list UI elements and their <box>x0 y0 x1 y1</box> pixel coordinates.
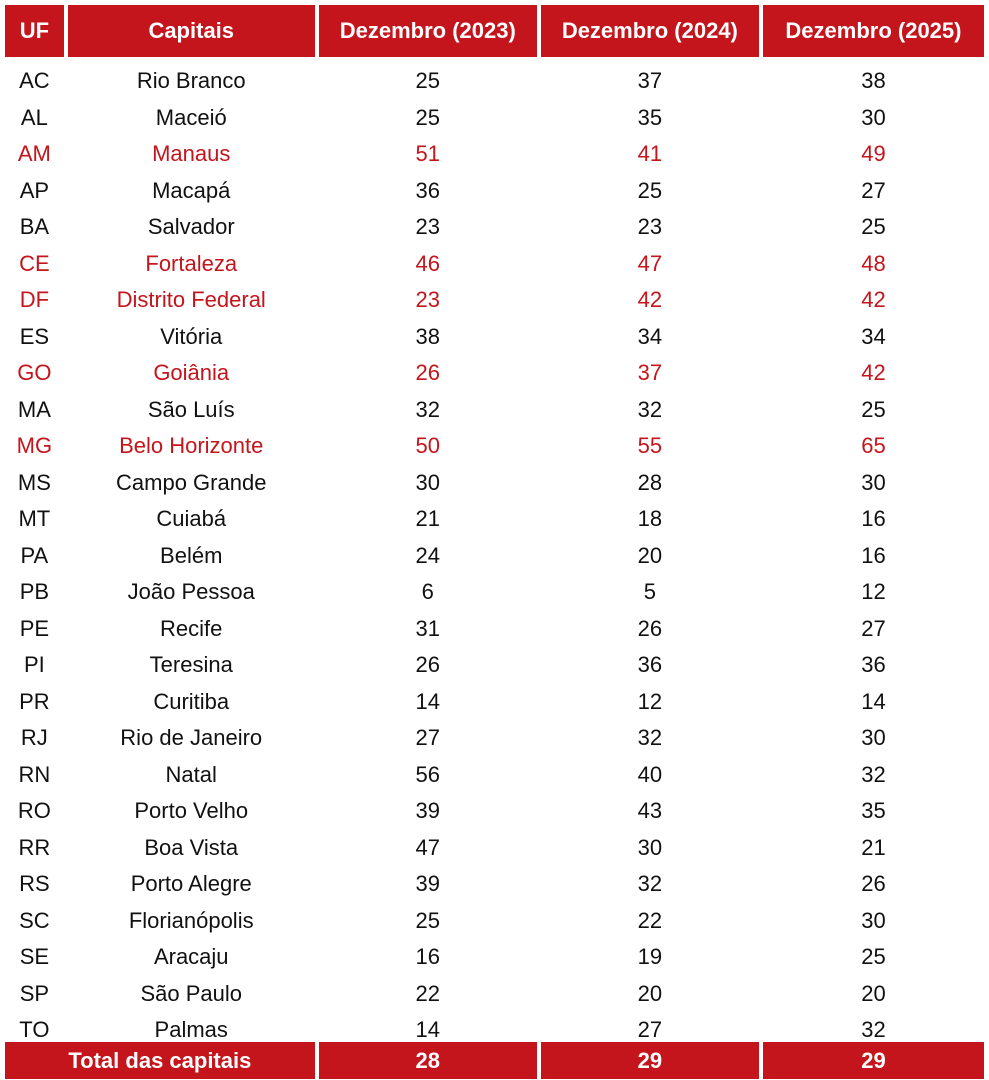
cell-dezembro-2023: 25 <box>415 907 440 933</box>
cell-dezembro-2025: 25 <box>861 396 886 422</box>
table-row <box>5 720 984 757</box>
total-dezembro-2024: 29 <box>541 1042 759 1079</box>
cell-dezembro-2023: 24 <box>415 542 440 568</box>
cell-dezembro-2024: 22 <box>637 907 663 933</box>
cell-uf: MG <box>16 433 53 459</box>
cell-capital: Porto Alegre <box>130 871 252 897</box>
cell-uf: PR <box>19 688 50 714</box>
cell-capital: Salvador <box>147 214 235 240</box>
cell-dezembro-2024: 55 <box>637 433 663 459</box>
table-row <box>5 647 984 684</box>
cell-dezembro-2023: 51 <box>415 141 440 167</box>
cell-capital: Belo Horizonte <box>119 433 264 459</box>
table-body <box>5 63 984 1049</box>
cell-dezembro-2023: 39 <box>415 798 440 824</box>
table-row <box>5 939 984 976</box>
table-row <box>5 830 984 867</box>
cell-capital: Porto Velho <box>134 798 249 824</box>
cell-capital: Rio de Janeiro <box>120 725 263 751</box>
cell-dezembro-2023: 16 <box>415 944 440 970</box>
cell-dezembro-2023: 25 <box>415 104 440 130</box>
cell-dezembro-2023: 39 <box>415 871 440 897</box>
cell-uf: RR <box>18 834 51 860</box>
cell-uf: PE <box>19 615 50 641</box>
cell-uf: SE <box>19 944 50 970</box>
cell-uf: SP <box>19 980 50 1006</box>
cell-dezembro-2025: 27 <box>861 177 886 203</box>
cell-capital: Natal <box>165 761 217 787</box>
cell-uf: PB <box>19 579 50 605</box>
table-row <box>5 793 984 830</box>
table-row <box>5 501 984 538</box>
cell-dezembro-2023: 14 <box>415 688 440 714</box>
total-label: Total das capitais <box>5 1042 315 1079</box>
cell-dezembro-2023: 30 <box>415 469 440 495</box>
table-row <box>5 136 984 173</box>
cell-dezembro-2024: 19 <box>637 944 663 970</box>
cell-uf: DF <box>19 287 50 313</box>
table-row <box>5 428 984 465</box>
cell-capital: Teresina <box>149 652 233 678</box>
table-row <box>5 100 984 137</box>
table-row <box>5 319 984 356</box>
header-dezembro-2023: Dezembro (2023) <box>319 5 537 57</box>
cell-dezembro-2023: 32 <box>415 396 440 422</box>
table-row <box>5 903 984 940</box>
table-row <box>5 282 984 319</box>
cell-capital: Aracaju <box>153 944 229 970</box>
total-dezembro-2023: 28 <box>319 1042 537 1079</box>
cell-dezembro-2024: 32 <box>637 725 663 751</box>
cell-dezembro-2023: 47 <box>415 834 440 860</box>
cell-uf: AM <box>17 141 51 167</box>
capitals-table <box>5 5 984 1049</box>
cell-capital: Manaus <box>152 141 231 167</box>
cell-capital: Campo Grande <box>116 469 267 495</box>
cell-dezembro-2024: 43 <box>637 798 663 824</box>
cell-capital: Curitiba <box>153 688 230 714</box>
cell-dezembro-2025: 38 <box>861 68 886 94</box>
cell-dezembro-2024: 18 <box>637 506 663 532</box>
cell-dezembro-2025: 49 <box>861 141 886 167</box>
cell-dezembro-2024: 30 <box>637 834 663 860</box>
cell-dezembro-2025: 16 <box>861 542 886 568</box>
cell-dezembro-2025: 14 <box>861 688 886 714</box>
cell-capital: Maceió <box>155 104 227 130</box>
cell-dezembro-2025: 12 <box>861 579 886 605</box>
header-dezembro-2024: Dezembro (2024) <box>541 5 759 57</box>
table-row <box>5 611 984 648</box>
cell-uf: PI <box>23 652 45 678</box>
cell-dezembro-2025: 30 <box>861 104 886 130</box>
cell-capital: Fortaleza <box>145 250 238 276</box>
cell-capital: Distrito Federal <box>116 287 266 313</box>
cell-dezembro-2023: 23 <box>415 214 440 240</box>
cell-uf: CE <box>19 250 50 276</box>
cell-dezembro-2025: 20 <box>861 980 886 1006</box>
cell-uf: TO <box>19 1017 50 1043</box>
cell-dezembro-2024: 32 <box>637 396 663 422</box>
cell-uf: MS <box>17 469 51 495</box>
table-row <box>5 246 984 283</box>
cell-dezembro-2023: 26 <box>415 360 440 386</box>
cell-dezembro-2023: 38 <box>415 323 440 349</box>
cell-dezembro-2023: 27 <box>415 725 440 751</box>
table-row <box>5 392 984 429</box>
cell-dezembro-2024: 32 <box>637 871 663 897</box>
cell-capital: Goiânia <box>153 360 230 386</box>
cell-dezembro-2023: 25 <box>415 68 440 94</box>
table-row <box>5 574 984 611</box>
cell-dezembro-2025: 35 <box>861 798 886 824</box>
cell-dezembro-2024: 37 <box>637 360 663 386</box>
cell-dezembro-2024: 12 <box>637 688 663 714</box>
cell-uf: AC <box>19 68 50 94</box>
cell-uf: RO <box>17 798 51 824</box>
cell-dezembro-2023: 6 <box>421 579 434 605</box>
cell-dezembro-2025: 48 <box>861 250 886 276</box>
table-row <box>5 63 984 100</box>
cell-dezembro-2024: 36 <box>637 652 663 678</box>
cell-capital: Boa Vista <box>144 834 239 860</box>
table-row <box>5 209 984 246</box>
cell-dezembro-2025: 21 <box>861 834 886 860</box>
cell-uf: BA <box>19 214 50 240</box>
cell-dezembro-2025: 25 <box>861 214 886 240</box>
cell-dezembro-2025: 42 <box>861 360 886 386</box>
cell-capital: João Pessoa <box>127 579 255 605</box>
total-row <box>5 1042 984 1079</box>
total-dezembro-2025: 29 <box>763 1042 984 1079</box>
cell-uf: AP <box>19 177 50 203</box>
cell-dezembro-2025: 34 <box>861 323 886 349</box>
cell-dezembro-2024: 35 <box>637 104 663 130</box>
cell-dezembro-2023: 22 <box>415 980 440 1006</box>
cell-uf: GO <box>17 360 52 386</box>
cell-dezembro-2025: 30 <box>861 907 886 933</box>
table-row <box>5 355 984 392</box>
cell-capital: Cuiabá <box>156 506 227 532</box>
cell-capital: Belém <box>160 542 223 568</box>
cell-dezembro-2024: 23 <box>637 214 663 240</box>
table-row <box>5 684 984 721</box>
cell-dezembro-2023: 26 <box>415 652 440 678</box>
cell-dezembro-2024: 20 <box>637 980 663 1006</box>
table-row <box>5 866 984 903</box>
cell-dezembro-2024: 26 <box>637 615 663 641</box>
cell-uf: PA <box>20 542 49 568</box>
cell-dezembro-2024: 25 <box>637 177 663 203</box>
cell-dezembro-2025: 36 <box>861 652 886 678</box>
cell-dezembro-2023: 56 <box>415 761 440 787</box>
cell-dezembro-2025: 32 <box>861 1017 886 1043</box>
cell-dezembro-2023: 50 <box>415 433 440 459</box>
cell-capital: Macapá <box>152 177 231 203</box>
cell-dezembro-2025: 26 <box>861 871 886 897</box>
cell-dezembro-2024: 34 <box>637 323 663 349</box>
cell-dezembro-2024: 41 <box>637 141 663 167</box>
header-dezembro-2025: Dezembro (2025) <box>763 5 984 57</box>
cell-uf: AL <box>20 104 48 130</box>
cell-dezembro-2025: 16 <box>861 506 886 532</box>
cell-uf: RJ <box>20 725 48 751</box>
cell-dezembro-2024: 27 <box>637 1017 663 1043</box>
cell-uf: SC <box>19 907 50 933</box>
cell-dezembro-2024: 5 <box>643 579 656 605</box>
cell-dezembro-2023: 36 <box>415 177 440 203</box>
cell-capital: Rio Branco <box>136 68 246 94</box>
cell-uf: MA <box>17 396 51 422</box>
cell-dezembro-2025: 30 <box>861 469 886 495</box>
cell-uf: ES <box>19 323 50 349</box>
header-uf: UF <box>5 5 64 57</box>
cell-capital: São Luís <box>147 396 235 422</box>
cell-dezembro-2025: 27 <box>861 615 886 641</box>
cell-dezembro-2024: 40 <box>637 761 663 787</box>
table-row <box>5 757 984 794</box>
table-row <box>5 538 984 575</box>
cell-capital: Florianópolis <box>128 907 254 933</box>
cell-uf: MT <box>18 506 51 532</box>
table-row <box>5 976 984 1013</box>
cell-dezembro-2025: 32 <box>861 761 886 787</box>
cell-dezembro-2024: 37 <box>637 68 663 94</box>
cell-dezembro-2023: 14 <box>415 1017 440 1043</box>
cell-dezembro-2023: 31 <box>415 615 440 641</box>
table-header-row <box>5 5 984 57</box>
table-row <box>5 173 984 210</box>
cell-dezembro-2024: 20 <box>637 542 663 568</box>
table-row <box>5 465 984 502</box>
cell-dezembro-2024: 42 <box>637 287 663 313</box>
cell-capital: Palmas <box>154 1017 228 1043</box>
cell-dezembro-2024: 28 <box>637 469 663 495</box>
cell-capital: São Paulo <box>140 980 242 1006</box>
cell-dezembro-2025: 25 <box>861 944 886 970</box>
cell-dezembro-2025: 42 <box>861 287 886 313</box>
cell-dezembro-2025: 65 <box>861 433 886 459</box>
header-capitais: Capitais <box>68 5 315 57</box>
cell-dezembro-2024: 47 <box>637 250 663 276</box>
cell-dezembro-2023: 23 <box>415 287 440 313</box>
cell-capital: Recife <box>160 615 223 641</box>
cell-dezembro-2023: 46 <box>415 250 440 276</box>
cell-dezembro-2023: 21 <box>415 506 440 532</box>
cell-uf: RS <box>19 871 50 897</box>
cell-capital: Vitória <box>160 323 223 349</box>
cell-uf: RN <box>18 761 51 787</box>
cell-dezembro-2025: 30 <box>861 725 886 751</box>
